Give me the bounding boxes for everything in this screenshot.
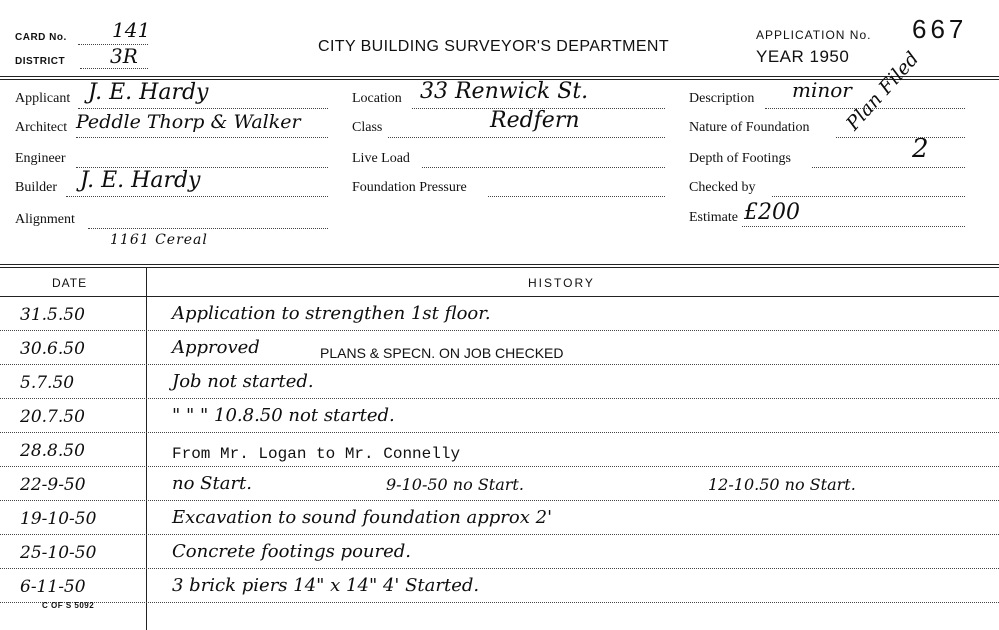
applicant-value: J. E. Hardy: [88, 80, 209, 105]
history-date: 30.6.50: [20, 339, 85, 359]
depth-of-footings-label: Depth of Footings: [689, 151, 791, 166]
nature-line: [836, 137, 965, 138]
history-date: 22-9-50: [20, 475, 86, 495]
checked-by-label: Checked by: [689, 180, 756, 195]
foundation-pressure-label: Foundation Pressure: [352, 180, 467, 195]
applicant-line: [78, 108, 328, 109]
history-header: HISTORY: [528, 276, 595, 290]
card-no-label: CARD No.: [15, 32, 67, 43]
district-label: DISTRICT: [15, 56, 66, 67]
class-label: Class: [352, 120, 383, 135]
history-date: 25-10-50: [20, 543, 97, 563]
history-entry: 3 brick piers 14" x 14" 4' Started.: [172, 575, 480, 596]
history-entry: Excavation to sound foundation approx 2': [172, 507, 553, 528]
class-value: Redfern: [490, 108, 580, 133]
history-date: 20.7.50: [20, 407, 85, 427]
plan-number: 2: [912, 134, 929, 164]
history-entry: no Start.: [172, 473, 253, 494]
plans-checked-stamp: PLANS & SPECN. ON JOB CHECKED: [320, 345, 564, 361]
history-date: 28.8.50: [20, 441, 85, 461]
applicant-label: Applicant: [15, 91, 71, 106]
history-header-rule: [0, 296, 999, 297]
builder-line: [66, 196, 328, 197]
application-no-label: APPLICATION No.: [756, 28, 872, 42]
district-value: 3R: [110, 44, 138, 68]
history-date: 19-10-50: [20, 509, 97, 529]
department-title: CITY BUILDING SURVEYOR'S DEPARTMENT: [318, 38, 670, 55]
alignment-line: [88, 228, 328, 229]
plan-filed-note: Plan Filed: [842, 47, 924, 135]
header-rule-top: [0, 76, 999, 77]
history-date: 6-11-50: [20, 577, 86, 597]
history-entry: From Mr. Logan to Mr. Connelly: [172, 445, 461, 463]
builder-label: Builder: [15, 180, 57, 195]
history-row-line: [0, 466, 999, 467]
foundation-pressure-line: [488, 196, 665, 197]
history-entry: Application to strengthen 1st floor.: [172, 303, 491, 324]
history-entry: Approved: [172, 337, 260, 358]
history-entry-2: 9-10-50 no Start.: [386, 475, 524, 494]
live-load-label: Live Load: [352, 151, 410, 166]
description-label: Description: [689, 91, 755, 106]
architect-line: [76, 137, 328, 138]
history-date: 31.5.50: [20, 305, 85, 325]
form-code: C OF S 5092: [42, 601, 95, 610]
live-load-line: [422, 167, 665, 168]
year-label: YEAR 1950: [756, 47, 850, 66]
history-row-line: [0, 398, 999, 399]
architect-label: Architect: [15, 120, 68, 135]
history-row-line: [0, 568, 999, 569]
history-row-line: [0, 534, 999, 535]
history-rule-top: [0, 264, 999, 265]
date-column-divider: [146, 268, 147, 630]
class-line: [388, 137, 665, 138]
history-entry: Job not started.: [172, 371, 314, 392]
history-row-line: [0, 432, 999, 433]
location-label: Location: [352, 91, 402, 106]
date-header: DATE: [52, 276, 88, 290]
history-entry: Concrete footings poured.: [172, 541, 412, 562]
history-row-line: [0, 364, 999, 365]
architect-value: Peddle Thorp & Walker: [76, 111, 301, 133]
application-no-value: 667: [912, 14, 968, 44]
description-value: minor: [792, 78, 852, 102]
depth-line: [812, 167, 965, 168]
alignment-note: 1161 Cereal: [110, 232, 208, 248]
history-row-line: [0, 330, 999, 331]
builder-value: J. E. Hardy: [80, 168, 201, 193]
engineer-label: Engineer: [15, 151, 66, 166]
alignment-label: Alignment: [15, 212, 75, 227]
history-entry: " " " 10.8.50 not started.: [172, 405, 395, 426]
history-date: 5.7.50: [20, 373, 75, 393]
history-row-line: [0, 602, 999, 603]
checked-line: [772, 196, 965, 197]
history-row-line: [0, 500, 999, 501]
card-no-value: 141: [112, 18, 151, 42]
location-value: 33 Renwick St.: [420, 79, 589, 104]
district-line: [80, 68, 148, 69]
history-rule-bottom: [0, 267, 999, 268]
nature-of-foundation-label: Nature of Foundation: [689, 120, 810, 135]
estimate-line: [742, 226, 965, 227]
estimate-label: Estimate: [689, 210, 738, 225]
estimate-value: £200: [744, 200, 800, 225]
history-entry-3: 12-10.50 no Start.: [708, 475, 856, 494]
